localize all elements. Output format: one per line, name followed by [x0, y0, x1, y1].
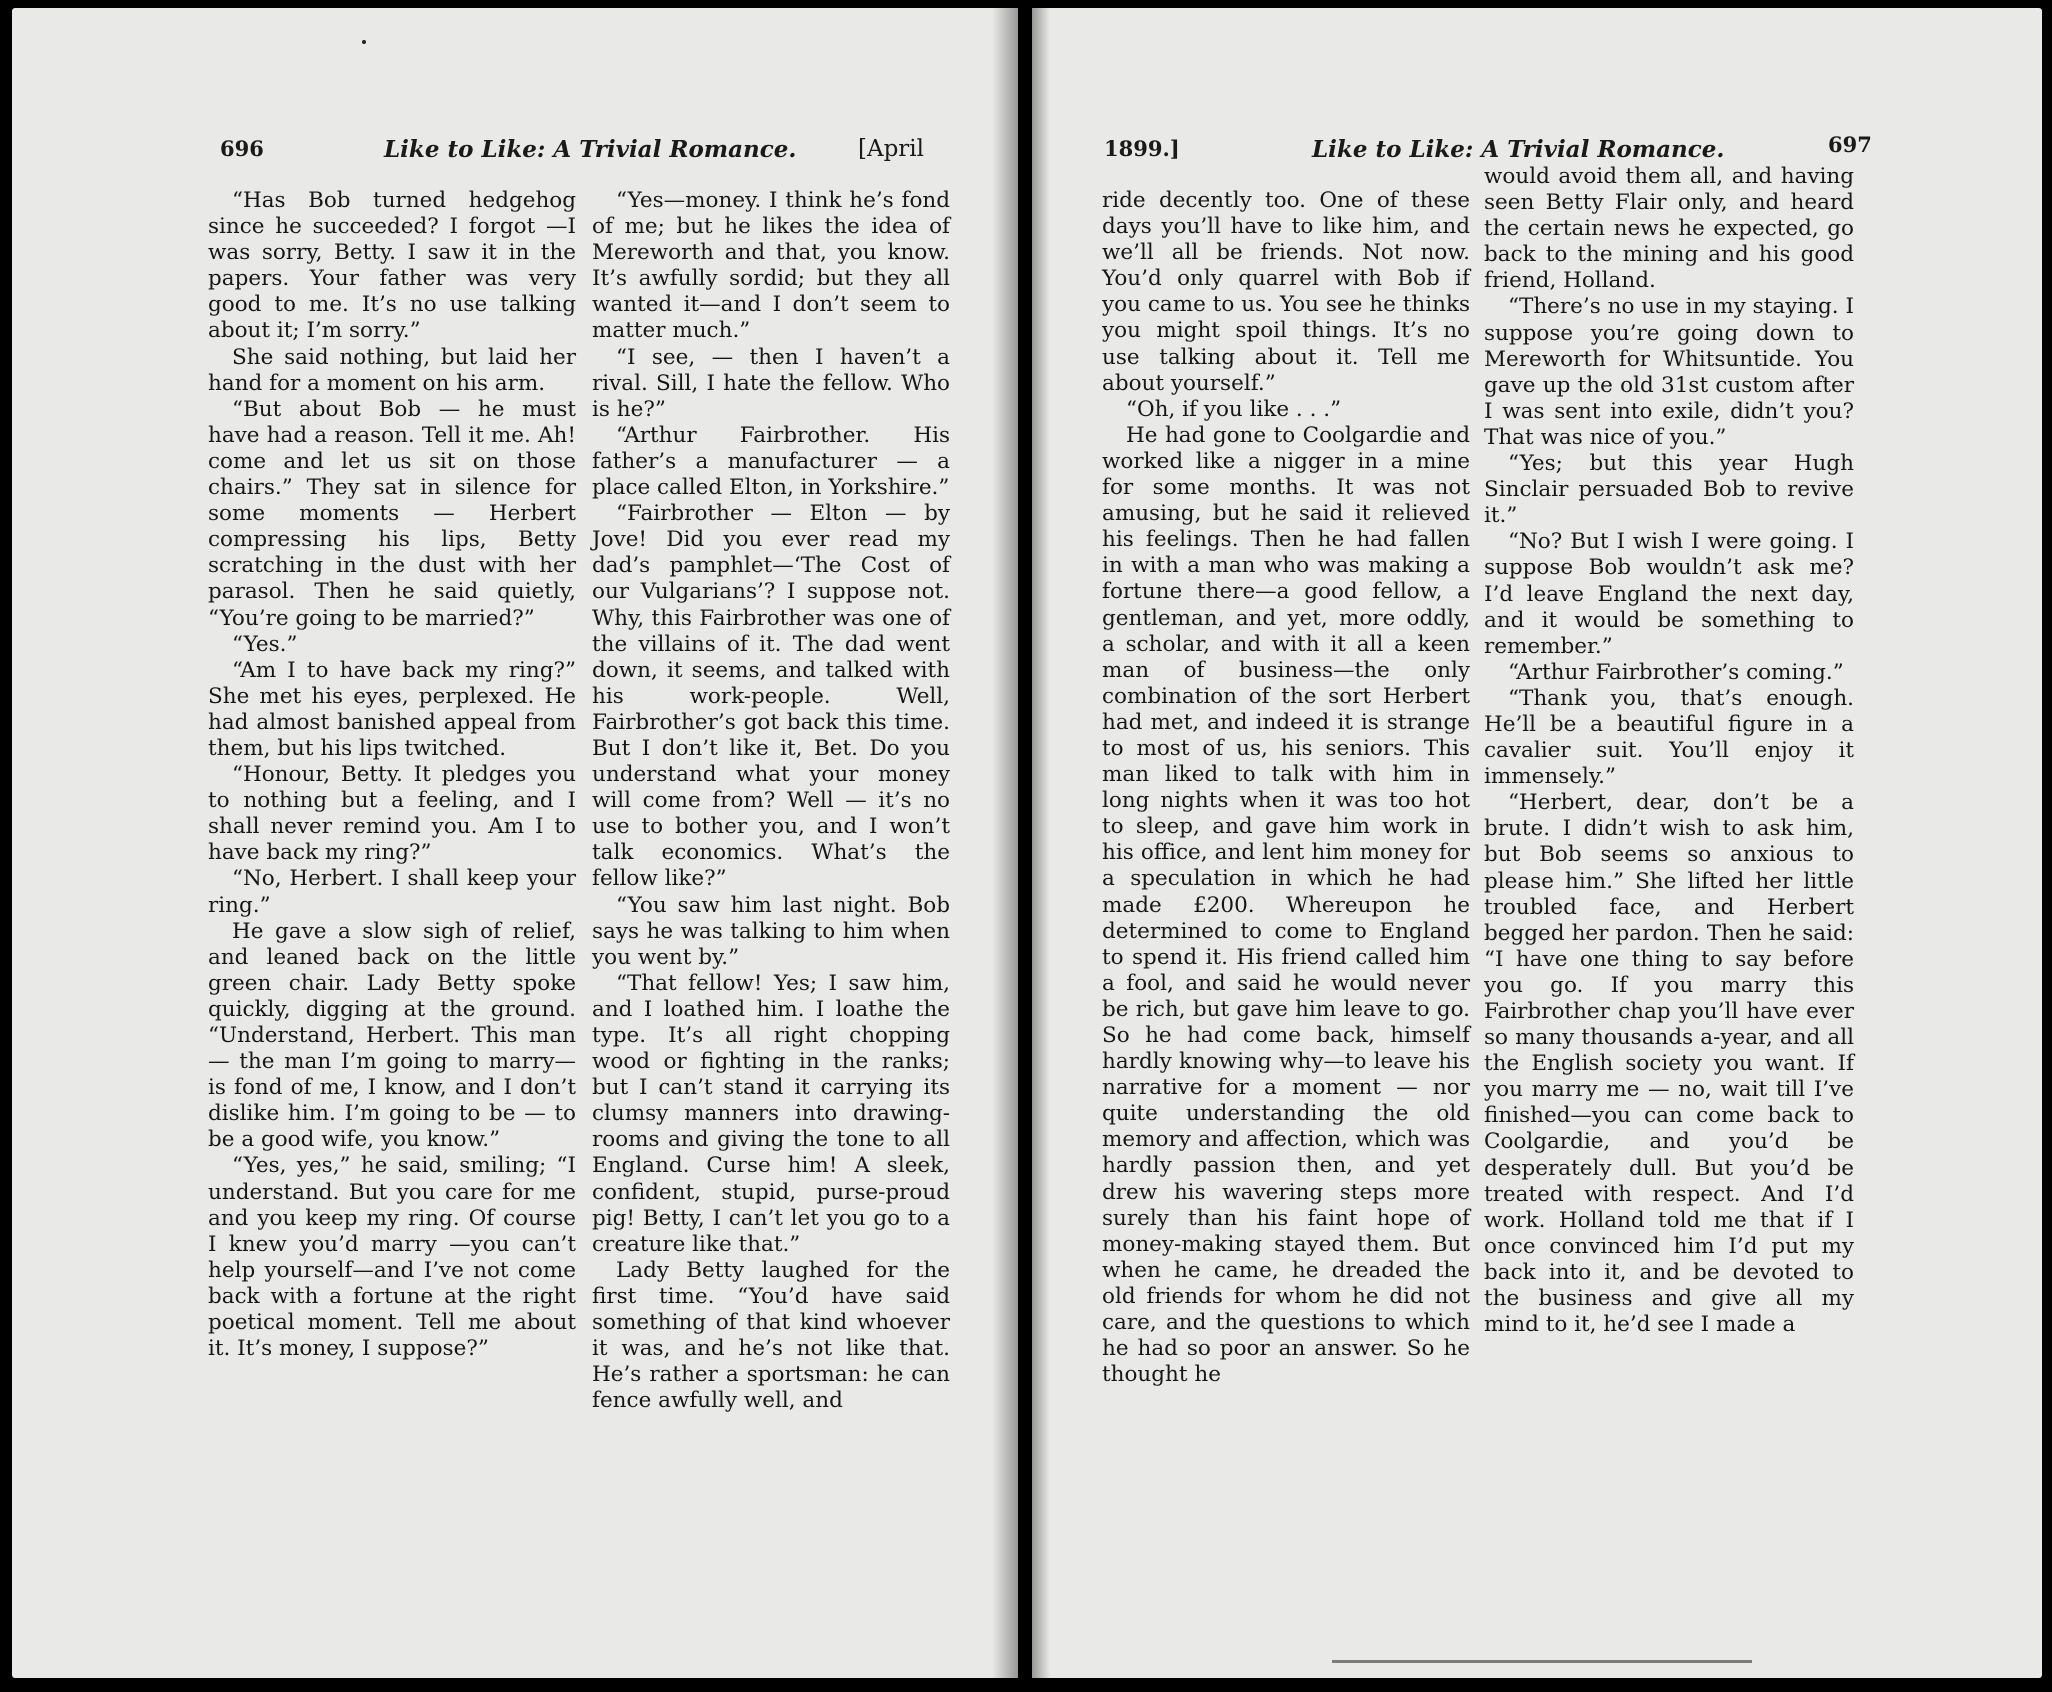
paragraph: She said nothing, but laid her hand for a moment on his arm. — [208, 344, 576, 396]
right-page-column-2 — [1484, 164, 1854, 1338]
left-page-gutter-shadow — [992, 8, 1018, 1678]
paragraph: “No, Herbert. I shall keep your ring.” — [208, 866, 576, 918]
paragraph: “There’s no use in my staying. I suppose you’re going down to Mereworth for Whitsuntide. You gave up the old 31st custom after I was sent into exile, didn’t you? That was nice of you.” — [1484, 294, 1854, 450]
paragraph: Lady Betty laughed for the first time. “You’d have said something of that kind whoever it was, and he’s not like that. He’s rather a sportsman: he can fence awfully well, and — [592, 1257, 950, 1414]
paragraph: “Yes.” — [232, 631, 298, 657]
left-page-number: 696 — [220, 136, 264, 161]
right-page-gutter-shadow — [1032, 8, 1050, 1678]
ink-speck — [362, 40, 366, 44]
left-running-title: Like to Like: A Trivial Romance. — [384, 136, 797, 163]
left-page — [12, 8, 1018, 1678]
paragraph: “Am I to have back my ring?” She met his eyes, perplexed. He had almost banished appeal from them, but his lips twitched. — [208, 657, 576, 761]
left-page-column-1 — [208, 188, 576, 1362]
paragraph: “Fairbrother — Elton — by Jove! Did you ever read my dad’s pamphlet—‘The Cost of our Vulgarians’? I suppose not. Why, this Fairbrother was one of the villains of it. The dad went down, it seems, and talked with his work-people. Well, Fairbrother’s got back this time. But I don’t like it, Bet. Do you understand what your money will come from? Well — it’s no use to bother you, and I won’t talk economics. What’s the fellow like?” — [592, 501, 950, 892]
paragraph: “Has Bob turned hedgehog since he succeeded? I forgot —I was sorry, Betty. I saw it in the papers. Your father was very good to me. It’s no use talking about it; I’m sorry.” — [208, 188, 576, 344]
paragraph: “You saw him last night. Bob says he was talking to him when you went by.” — [592, 892, 950, 970]
left-page-header — [220, 136, 960, 172]
paragraph: “But about Bob — he must have had a reason. Tell it me. Ah! come and let us sit on those chairs.” They sat in silence for some moments — Herbert compressing his lips, Betty scratching in the dust with her parasol. Then he said quietly, “You’re going to be married?” — [208, 396, 576, 631]
paragraph: “Honour, Betty. It pledges you to nothing but a feeling, and I shall never remind you. Am I to have back my ring?” — [208, 762, 576, 866]
bottom-edge-marks — [1332, 1660, 1752, 1663]
paragraph: “Arthur Fairbrother’s coming.” — [1508, 659, 1844, 685]
paragraph: “Herbert, dear, don’t be a brute. I didn’t wish to ask him, but Bob seems so anxious to please him.” She lifted her little troubled face, and Herbert begged her pardon. Then he said: “I have one thing to say before you go. If you marry this Fairbrother chap you’ll have ever so many thousands a-year, and all the English society you want. If you marry me — no, wait till I’ve finished—you can come back to Coolgardie, and you’d be desperately dull. But you’d be treated with respect. And I’d work. Holland told me that if I once convinced him I’d put my back into it, and be devoted to the business and give all my mind to it, he’d see I made a — [1484, 790, 1854, 1338]
paragraph: “Yes—money. I think he’s fond of me; but he likes the idea of Mereworth and that, you know. It’s awfully sordid; but they all wanted it—and I don’t seem to matter much.” — [592, 188, 950, 344]
paragraph: ride decently too. One of these days you’ll have to like him, and we’ll all be friends. Not now. You’d only quarrel with Bob if you came to us. You see he thinks you might spoil things. It’s no use talking about it. Tell me about yourself.” — [1102, 188, 1470, 396]
paragraph: He had gone to Coolgardie and worked like a nigger in a mine for some months. It was not amusing, but he said it relieved his feelings. Then he had fallen in with a man who was making a fortune there—a good fellow, a gentleman, and yet, more oddly, a scholar, and with it all a keen man of business—the only combination of the sort Herbert had met, and indeed it is strange to most of us, his seniors. This man liked to talk with him in long nights when it was too hot to sleep, and gave him work in his office, and lent him money for a speculation in which he had made £200. Whereupon he determined to come to England to spend it. His friend called him a fool, and said he would never be rich, but gave him leave to go. So he had come back, himself hardly knowing why—to leave his narrative for a moment — nor quite understanding the old memory and affection, which was hardly passion then, and yet drew his wavering steps more surely than his faint hope of money-making stayed them. But when he came, he dreaded the old friends for whom he did not care, and the questions to which he had so poor an answer. So he thought he — [1102, 422, 1470, 1388]
paragraph: He gave a slow sigh of relief, and leaned back on the little green chair. Lady Betty spoke quickly, digging at the ground. “Understand, Herbert. This man — the man I’m going to marry—is fond of me, I know, and I don’t dislike him. I’m going to be — to be a good wife, you know.” — [208, 918, 576, 1153]
right-page-year: 1899.] — [1104, 136, 1180, 161]
paragraph: “Arthur Fairbrother. His father’s a manufacturer — a place called Elton, in Yorkshire.” — [592, 422, 950, 501]
left-page-month: [April — [858, 136, 925, 162]
right-page — [1032, 8, 2042, 1678]
paragraph: “Yes; but this year Hugh Sinclair persuaded Bob to revive it.” — [1484, 451, 1854, 529]
paragraph: “I see, — then I haven’t a rival. Sill, I hate the fellow. Who is he?” — [592, 344, 950, 422]
paragraph: “Oh, if you like . . .” — [1126, 396, 1342, 422]
right-page-column-1 — [1102, 188, 1470, 1388]
paragraph: “Yes, yes,” he said, smiling; “I understand. But you care for me and you keep my ring. Of course I knew you’d marry —you can’t help yourself—and I’ve not come back with a fortune at the right poetical moment. Tell me about it. It’s money, I suppose?” — [208, 1153, 576, 1362]
paragraph: “That fellow! Yes; I saw him, and I loathed him. I loathe the type. It’s all right chopping wood or fighting in the ranks; but I can’t stand it carrying its clumsy manners into drawing-rooms and giving the tone to all England. Curse him! A sleek, confident, stupid, purse-proud pig! Betty, I can’t let you go to a creature like that.” — [592, 970, 950, 1257]
right-page-number: 697 — [1828, 132, 1872, 157]
paragraph: “No? But I wish I were going. I suppose Bob wouldn’t ask me? I’d leave England the next day, and it would be something to remember.” — [1484, 529, 1854, 659]
right-running-title: Like to Like: A Trivial Romance. — [1312, 136, 1725, 163]
left-page-column-2 — [592, 188, 950, 1414]
paragraph: “Thank you, that’s enough. He’ll be a beautiful figure in a cavalier suit. You’ll enjoy it immensely.” — [1484, 685, 1854, 790]
paragraph: would avoid them all, and having seen Betty Flair only, and heard the certain news he expected, go back to the mining and his good friend, Holland. — [1484, 164, 1854, 294]
